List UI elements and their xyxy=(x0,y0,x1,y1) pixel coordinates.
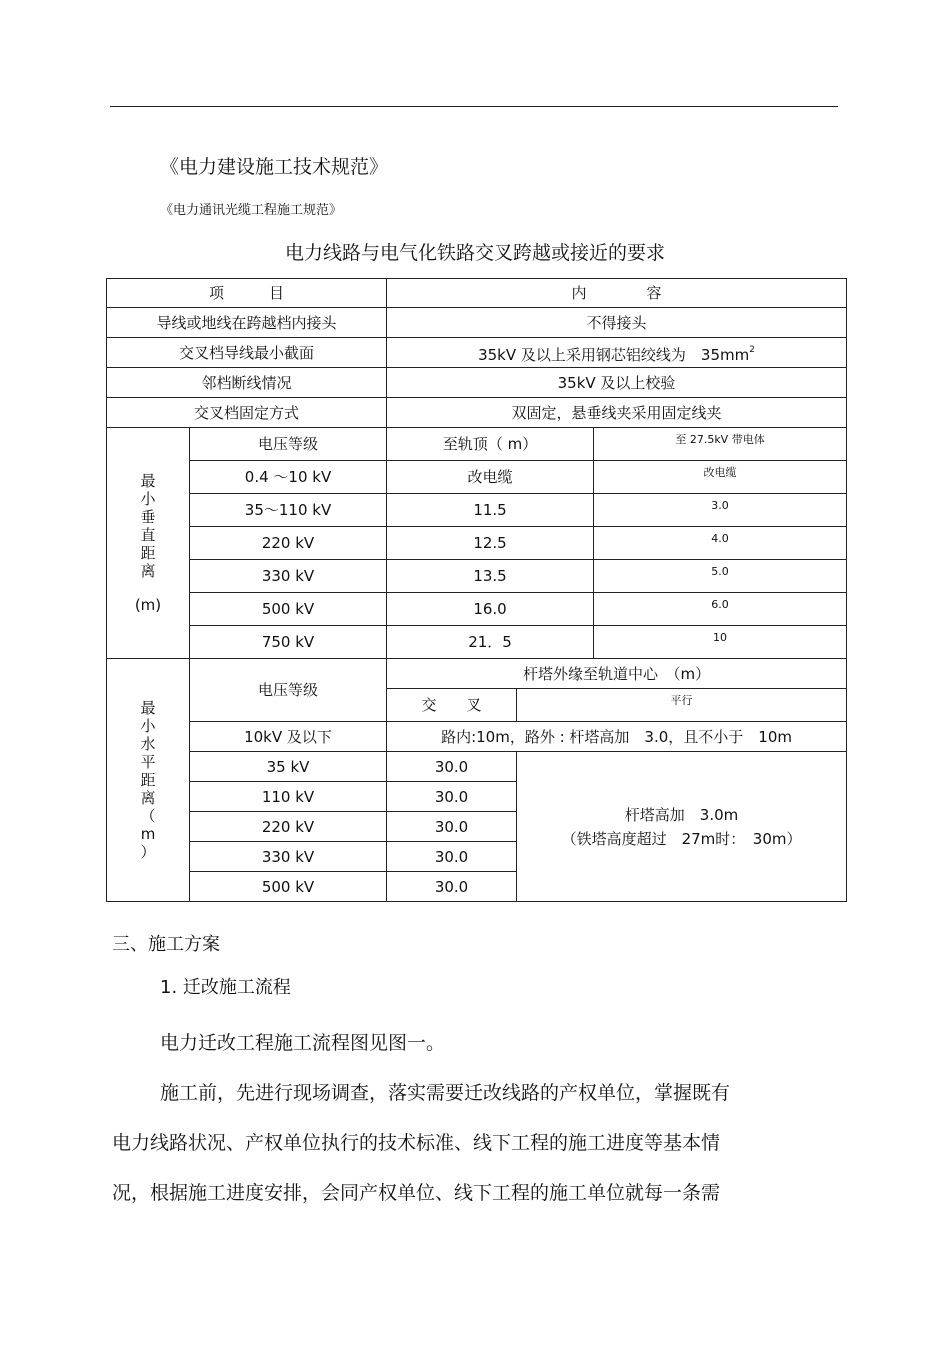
table-row xyxy=(107,398,847,428)
label-unit: (m) xyxy=(134,596,162,614)
voltage-cell: 35～110 kV xyxy=(190,494,387,527)
table-row xyxy=(107,368,847,398)
row-10kv-content: 路内:10m，路外 : 杆塔高加 3.0，且不小于 10m xyxy=(387,722,847,752)
paragraph-2-line-2: 电力线路状况、产权单位执行的技术标准、线下工程的施工进度等基本情 xyxy=(112,1132,721,1154)
row-item: 交叉档导线最小截面 xyxy=(107,338,387,368)
paragraph-2-line-1: 施工前，先进行现场调查，落实需要迁改线路的产权单位，掌握既有 xyxy=(160,1082,731,1104)
to-live-header: 至 27.5kV 带电体 xyxy=(594,428,847,461)
table-row xyxy=(107,659,847,689)
parallel-note xyxy=(517,752,847,902)
paragraph-2-line-3: 况，根据施工进度安排，会同产权单位、线下工程的施工单位就每一条需 xyxy=(112,1182,721,1204)
to-live-cell: 4.0 xyxy=(594,527,847,560)
voltage-cell: 10kV 及以下 xyxy=(190,722,387,752)
section-heading: 三、施工方案 xyxy=(112,934,220,955)
table-row xyxy=(107,461,847,494)
voltage-cell: 500 kV xyxy=(190,593,387,626)
cross-header: 交 叉 xyxy=(387,689,517,722)
section-subheading: 1. 迁改施工流程 xyxy=(160,977,291,998)
reference-2: 《电力通讯光缆工程施工规范》 xyxy=(160,203,343,218)
label-char: 距 xyxy=(140,544,156,562)
voltage-cell: 750 kV xyxy=(190,626,387,659)
to-rail-cell: 16.0 xyxy=(387,593,594,626)
table-row xyxy=(107,494,847,527)
to-rail-header: 至轨顶（ m） xyxy=(387,428,594,461)
cross-cell: 30.0 xyxy=(387,752,517,782)
table-title: 电力线路与电气化铁路交叉跨越或接近的要求 xyxy=(284,242,665,264)
parallel-note-line: （铁塔高度超过 27m时： 30m） xyxy=(561,829,802,848)
to-live-cell: 3.0 xyxy=(594,494,847,527)
label-char: 最 xyxy=(140,699,156,717)
row-item: 邻档断线情况 xyxy=(107,368,387,398)
label-char: 垂 xyxy=(140,508,156,526)
row-content xyxy=(387,338,847,368)
table-row xyxy=(107,722,847,752)
voltage-cell: 0.4 ～10 kV xyxy=(190,461,387,494)
to-rail-cell: 11.5 xyxy=(387,494,594,527)
distance-header: 杆塔外缘至轨道中心 （m） xyxy=(387,659,847,689)
to-live-cell: 6.0 xyxy=(594,593,847,626)
voltage-cell: 330 kV xyxy=(190,842,387,872)
table-row xyxy=(107,626,847,659)
row-content: 双固定，悬垂线夹采用固定线夹 xyxy=(387,398,847,428)
label-char: 最 xyxy=(140,472,156,490)
horizontal-distance-label xyxy=(107,659,190,902)
table-row xyxy=(107,593,847,626)
paragraph-1: 电力迁改工程施工流程图见图一。 xyxy=(160,1032,446,1054)
label-char: （ xyxy=(140,807,156,825)
voltage-cell: 330 kV xyxy=(190,560,387,593)
table-row xyxy=(107,428,847,461)
requirements-table xyxy=(106,278,847,902)
to-rail-cell: 改电缆 xyxy=(387,461,594,494)
header-content: 内 容 xyxy=(387,279,847,308)
voltage-cell: 35 kV xyxy=(190,752,387,782)
table-row xyxy=(107,560,847,593)
label-char: 离 xyxy=(140,562,156,580)
reference-1: 《电力建设施工技术规范》 xyxy=(160,156,389,178)
cross-cell: 30.0 xyxy=(387,782,517,812)
voltage-cell: 500 kV xyxy=(190,872,387,902)
parallel-note-line: 杆塔高加 3.0m xyxy=(624,805,739,824)
voltage-cell: 220 kV xyxy=(190,812,387,842)
row-item: 交叉档固定方式 xyxy=(107,398,387,428)
row-content: 35kV 及以上校验 xyxy=(387,368,847,398)
table-header-row xyxy=(107,279,847,308)
cross-cell: 30.0 xyxy=(387,872,517,902)
cross-cell: 30.0 xyxy=(387,812,517,842)
row-content: 不得接头 xyxy=(387,308,847,338)
to-live-cell: 改电缆 xyxy=(594,461,847,494)
label-char: 平 xyxy=(140,753,156,771)
superscript: 2 xyxy=(749,345,755,355)
label-char: 水 xyxy=(140,735,156,753)
table-row xyxy=(107,752,847,782)
label-char: 离 xyxy=(140,789,156,807)
cross-cell: 30.0 xyxy=(387,842,517,872)
label-char: 距 xyxy=(140,771,156,789)
table-row xyxy=(107,527,847,560)
to-live-cell: 5.0 xyxy=(594,560,847,593)
header-item: 项 目 xyxy=(107,279,387,308)
row-content-text: 35kV 及以上采用钢芯铝绞线为 35mm xyxy=(478,346,750,364)
voltage-cell: 110 kV xyxy=(190,782,387,812)
label-char: 小 xyxy=(140,490,156,508)
to-live-cell: 10 xyxy=(594,626,847,659)
to-rail-cell: 13.5 xyxy=(387,560,594,593)
label-char: ） xyxy=(140,843,156,861)
to-rail-cell: 21．5 xyxy=(387,626,594,659)
voltage-header: 电压等级 xyxy=(190,428,387,461)
table-row xyxy=(107,308,847,338)
vertical-distance-label xyxy=(107,428,190,659)
label-char: 小 xyxy=(140,717,156,735)
label-char: 直 xyxy=(140,526,156,544)
voltage-cell: 220 kV xyxy=(190,527,387,560)
voltage-header: 电压等级 xyxy=(190,659,387,722)
row-item: 导线或地线在跨越档内接头 xyxy=(107,308,387,338)
parallel-header: 平行 xyxy=(517,689,847,722)
header-rule xyxy=(110,106,838,107)
label-char: m xyxy=(140,825,156,843)
to-rail-cell: 12.5 xyxy=(387,527,594,560)
table-row xyxy=(107,338,847,368)
